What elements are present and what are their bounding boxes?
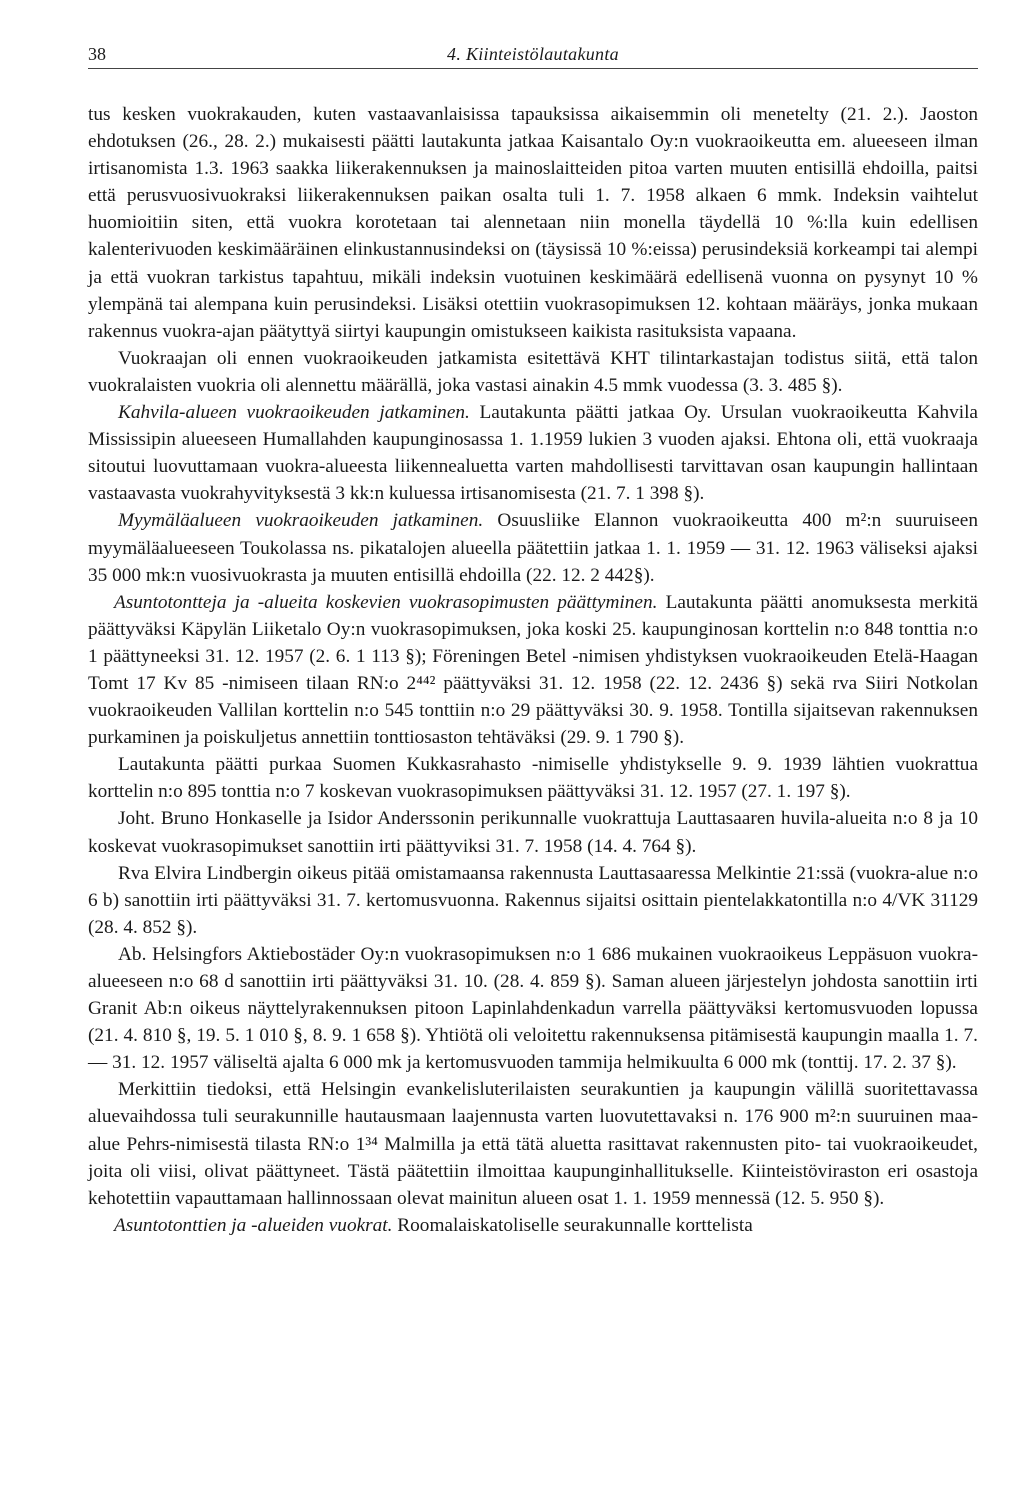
paragraph-text: Lautakunta päätti jatkaa Oy. Ursulan vuokraoikeutta Kahvila Mississipin alueeseen Humallahden kaupunginosassa 1. 1.1959 lukien 3 vuoden ajaksi. Ehtona oli, että vuokraaja sitoutui luovuttamaan vuokra-alueesta liikennealuetta varten mahdollisesti tarvittavan osan kaupungin hallintaan vastaavasta vuokrahyvityksestä 3 kk:n kuluessa irtisanomisesta (21. 7. 1 398 §). [88,402,978,505]
section-heading: Asuntotontteja ja -alueita koskevien vuokrasopimusten päättyminen. [114,591,658,613]
paragraph [88,101,978,345]
paragraph [88,860,978,941]
section-heading: Kahvila-alueen vuokraoikeuden jatkaminen. [118,402,470,424]
paragraph-text: Vuokraajan oli ennen vuokraoikeuden jatkamista esitettävä KHT tilintarkastajan todistus siitä, että talon vuokralaisten vuokria oli alennettu määrällä, joka vastasi ainakin 4.5 mmk vuodessa (3. 3. 485 §). [88,347,978,396]
document-page [88,40,978,1239]
paragraph-text: Merkittiin tiedoksi, että Helsingin evankelisluterilaisten seurakuntien ja kaupungin välillä suoritettavassa aluevaihdossa tuli seurakunnille hautausmaan laajennusta varten luovutettavaksi n. 176 900 m²:n suuruinen maa-alue Pehrs-nimisestä tilasta RN:o 1³⁴ Malmilla ja että tätä aluetta rasittavat rakennusten pito- tai vuokraoikeudet, joita oli viisi, olivat päättyneet. Tästä päätettiin ilmoittaa kaupunginhallitukselle. Kiinteistöviraston eri osastoja kehotettiin vapauttamaan hallinnossaan olevat mainitun alueen osat 1. 1. 1959 mennessä (12. 5. 950 §). [88,1079,978,1209]
section-heading: Myymäläalueen vuokraoikeuden jatkaminen. [118,510,484,532]
body-text [88,101,978,1239]
paragraph-text: tus kesken vuokrakauden, kuten vastaavanlaisissa tapauksissa aikaisemmin oli menetelty (21. 2.). Jaoston ehdotuksen (26., 28. 2.) mukaisesti päätti lautakunta jatkaa Kaisantalo Oy:n vuokraoikeutta em. alueeseen ilman irtisanomista 1.3. 1963 saakka liikerakennuksen ja mainoslaitteiden pitoa varten muuten entisillä ehdoilla, paitsi että perusvuosivuokraksi liikerakennuksen paikan osalta tuli 1. 7. 1958 alkaen 6 mmk. Indeksin vaihtelut huomioitiin siten, että vuokra korotetaan tai alennetaan niin monella täydellä 10 %:lla kuin edellisen kalenterivuoden keskimääräinen elinkustannusindeksi on (täysissä 10 %:eissa) perusindeksiä korkeampi tai alempi ja että vuokran tarkistus tapahtuu, mikäli indeksin vuotuinen keskimäärä edellisenä vuonna on pysynyt 10 % ylempänä tai alempana kuin perusindeksi. Lisäksi otettiin vuokrasopimuksen 12. kohtaan määräys, jonka mukaan rakennus vuokra-ajan päätyttyä siirtyi kaupungin omistukseen kaikista rasituksista vapaana. [88,104,978,342]
running-head: 4. Kiinteistölautakunta [447,44,619,64]
paragraph [88,1212,978,1239]
paragraph-text: Lautakunta päätti anomuksesta merkitä päättyväksi Käpylän Liiketalo Oy:n vuokrasopimuksen, joka koski 25. kaupunginosan korttelin n:o 848 tonttia n:o 1 päättyneeksi 31. 12. 1957 (2. 6. 1 113 §); Föreningen Betel -nimisen yhdistyksen vuokraoikeuden Etelä-Haagan Tomt 17 Kv 85 -nimiseen tilaan RN:o 2⁴⁴² päättyväksi 31. 12. 1958 (22. 12. 2436 §) sekä rva Siiri Notkolan vuokraoikeuden Vallilan korttelin n:o 545 tonttiin n:o 29 päättyväksi 30. 9. 1958. Tontilla sijaitsevan rakennuksen purkaminen ja poiskuljetus annettiin tonttiosaston tehtäväksi (29. 9. 1 790 §). [88,591,978,749]
paragraph [88,751,978,805]
paragraph [88,1076,978,1211]
paragraph-text: Ab. Helsingfors Aktiebostäder Oy:n vuokrasopimuksen n:o 1 686 mukainen vuokraoikeus Leppäsuon vuokra-alueeseen n:o 68 d sanottiin irti päättyväksi 31. 10. (28. 4. 859 §). Saman alueen järjestelyn johdosta sanottiin irti Granit Ab:n oikeus näyttelyrakennuksen pitoon Lapinlahdenkadun varrella päättyväksi kertomusvuoden lopussa (21. 4. 810 §, 19. 5. 1 010 §, 8. 9. 1 658 §). Yhtiötä oli veloitettu rakennuksensa pitämisestä kaupungin maalla 1. 7. — 31. 12. 1957 väliseltä ajalta 6 000 mk ja kertomusvuoden tammija helmikuulta 6 000 mk (tonttij. 17. 2. 37 §). [88,943,978,1074]
paragraph-text: Osuusliike Elannon vuokraoikeutta 400 m²:n suuruiseen myymäläalueeseen Toukolassa ns. pikatalojen alueella päätettiin jatkaa 1. 1. 1959 — 31. 12. 1963 väliseksi ajaksi 35 000 mk:n vuosivuokrasta ja muuten entisillä ehdoilla (22. 12. 2 442§). [88,510,978,586]
paragraph [88,507,978,588]
section-heading: Asuntotonttien ja -alueiden vuokrat. [114,1214,393,1236]
paragraph-text: Lautakunta päätti purkaa Suomen Kukkasrahasto -nimiselle yhdistykselle 9. 9. 1939 lähtien vuokrattua korttelin n:o 895 tonttia n:o 7 koskevan vuokrasopimuksen päättyväksi 31. 12. 1957 (27. 1. 197 §). [88,754,978,803]
paragraph [88,589,978,752]
paragraph-text: Rva Elvira Lindbergin oikeus pitää omistamaansa rakennusta Lauttasaaressa Melkintie 21:ssä (vuokra-alue n:o 6 b) sanottiin irti päättyväksi 31. 7. kertomusvuonna. Rakennus sijaitsi osittain pientelakkatontilla n:o 4/VK 31129 (28. 4. 852 §). [88,862,978,938]
paragraph [88,399,978,507]
paragraph-text: Roomalaiskatoliselle seurakunnalle korttelista [397,1214,753,1236]
paragraph [88,345,978,399]
paragraph-text: Joht. Bruno Honkaselle ja Isidor Anderssonin perikunnalle vuokrattuja Lauttasaaren huvila-alueita n:o 8 ja 10 koskevat vuokrasopimukset sanottiin irti päättyviksi 31. 7. 1958 (14. 4. 764 §). [88,808,978,857]
paragraph [88,805,978,859]
paragraph [88,941,978,1076]
page-header [88,40,978,69]
page-number: 38 [88,44,106,64]
